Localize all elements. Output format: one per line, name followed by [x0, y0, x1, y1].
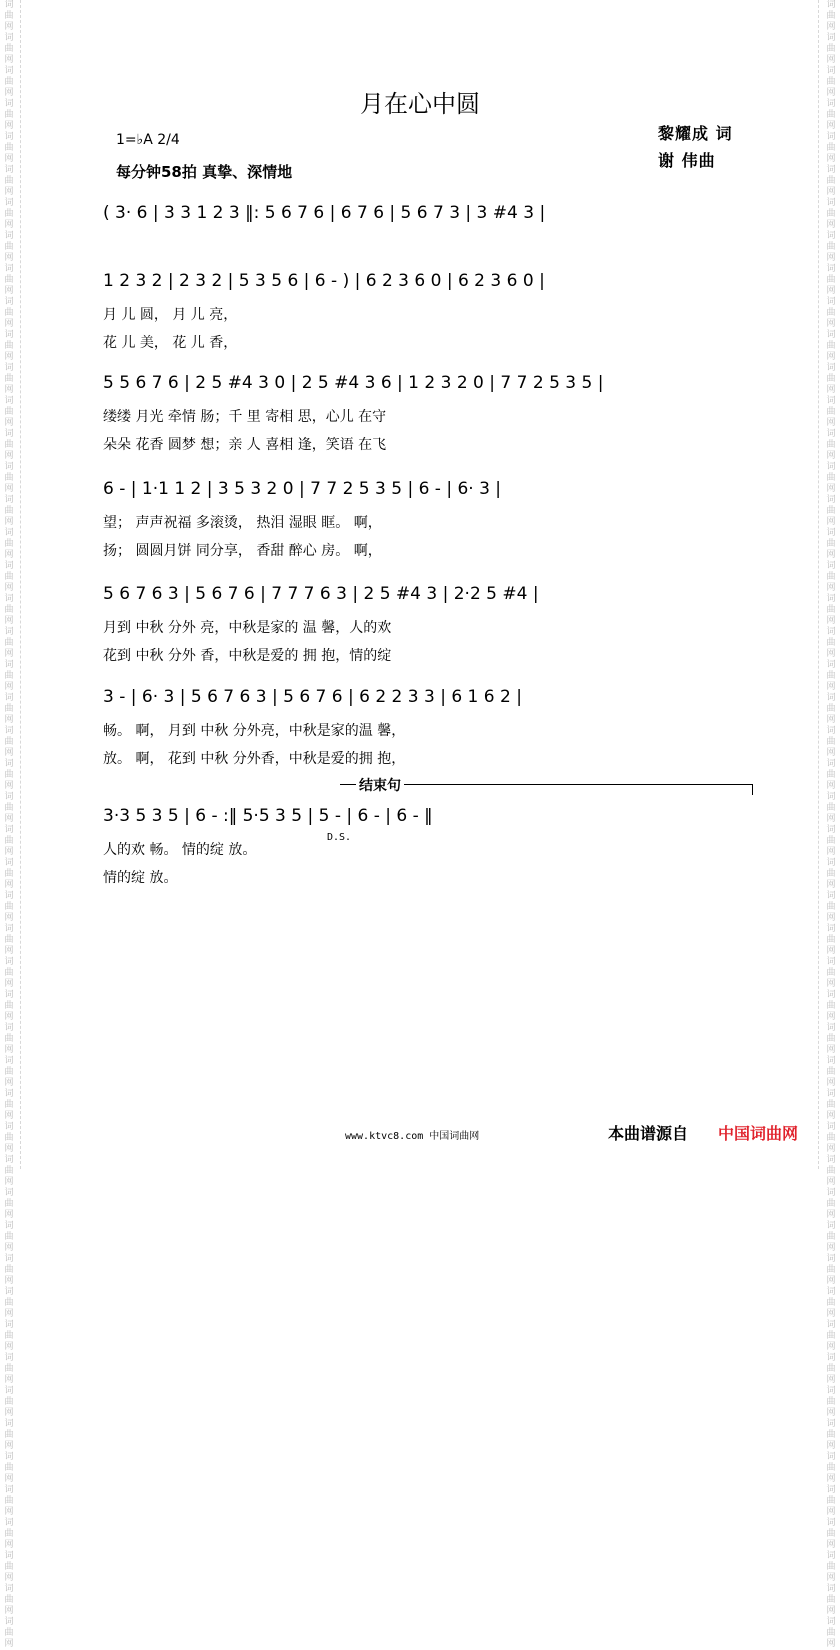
lyric-line: 朵朵 花香 圆梦 想；亲 人 喜相 逢，笑语 在飞 [103, 437, 387, 453]
notation-line: 6 - | 1·1 1 2 | 3 5 3 2 0 | 7 7 2 5 3 5 | 6 - | 6· 3 | [103, 479, 502, 499]
right-margin-line [818, 0, 819, 1169]
notation-line: 3·3 5 3 5 | 6 - :‖ 5·5 3 5 | 5 - | 6 - | 6 - ‖ [103, 806, 433, 826]
left-margin-line [20, 0, 21, 1169]
lyric-line: 月 儿 圆， 月 儿 亮， [103, 307, 238, 323]
footer-url[interactable]: www.ktvc8.com 中国词曲网 [345, 1131, 480, 1142]
notation-line: 5 5 6 7 6 | 2 5 #4 3 0 | 2 5 #4 3 6 | 1 2 3 2 0 | 7 7 2 5 3 5 | [103, 373, 604, 393]
notation-line: 5 6 7 6 3 | 5 6 7 6 | 7 7 7 6 3 | 2 5 #4 3 | 2·2 5 #4 | [103, 584, 539, 604]
footer-source: 本曲谱源自 [608, 1124, 689, 1143]
notation-line: 3 - | 6· 3 | 5 6 7 6 3 | 5 6 7 6 | 6 2 2 3 3 | 6 1 6 2 | [103, 687, 522, 707]
footer-brand-logo[interactable]: 中国词曲网 [718, 1124, 799, 1143]
lyric-line: 缕缕 月光 牵情 肠；千 里 寄相 思，心儿 在守 [103, 409, 387, 425]
watermark-left: 词曲网词曲网词曲网词曲网词曲网词曲网词曲网词曲网词曲网词曲网词曲网词曲网词曲网词曲网词曲网词曲网词曲网词曲网词曲网词曲网词曲网词曲网词曲网词曲网词曲网词曲网词曲网词曲网词曲网词曲网词曲网词曲网词曲网词曲网词曲网词曲网词曲网词曲网词曲网词曲网词曲网词曲网词曲网词曲网词曲网词曲网词曲网词曲网词曲网词曲网 [4, 0, 14, 1649]
watermark-right: 词曲网词曲网词曲网词曲网词曲网词曲网词曲网词曲网词曲网词曲网词曲网词曲网词曲网词曲网词曲网词曲网词曲网词曲网词曲网词曲网词曲网词曲网词曲网词曲网词曲网词曲网词曲网词曲网词曲网词曲网词曲网词曲网词曲网词曲网词曲网词曲网词曲网词曲网词曲网词曲网词曲网词曲网词曲网词曲网词曲网词曲网词曲网词曲网词曲网词曲网 [826, 0, 836, 1649]
lyric-line: 情的绽 放。 [103, 870, 178, 886]
lyric-line: 花 儿 美， 花 儿 香， [103, 335, 238, 351]
tempo-marking: 每分钟58拍 真挚、深情地 [116, 163, 293, 181]
ds-marking: D.S. [327, 832, 352, 843]
composer-credit: 谢 伟曲 [658, 151, 716, 170]
lyricist-credit: 黎耀成 词 [658, 124, 733, 143]
lyric-line: 花到 中秋 分外 香，中秋是爱的 拥 抱，情的绽 [103, 648, 392, 664]
lyric-line: 人的欢 畅。 情的绽 放。 [103, 842, 257, 858]
lyric-line: 望； 声声祝福 多滚烫， 热泪 湿眼 眶。 啊， [103, 515, 382, 531]
song-title: 月在心中圆 [360, 90, 480, 118]
notation-line: 1 2 3 2 | 2 3 2 | 5 3 5 6 | 6 - ) | 6 2 3 6 0 | 6 2 3 6 0 | [103, 271, 545, 291]
notation-line: ( 3· 6 | 3 3 1 2 3 ‖: 5 6 7 6 | 6 7 6 | 5 6 7 3 | 3 #4 3 | [103, 203, 546, 223]
lyric-line: 放。 啊， 花到 中秋 分外香，中秋是爱的拥 抱， [103, 751, 406, 767]
score-row-1 [103, 203, 753, 243]
lyric-line: 畅。 啊， 月到 中秋 分外亮，中秋是家的温 馨， [103, 723, 406, 739]
lyric-line: 月到 中秋 分外 亮，中秋是家的 温 馨，人的欢 [103, 620, 392, 636]
ending-label: 结束句 [356, 775, 404, 795]
key-signature: 1=♭A 2/4 [116, 132, 180, 148]
lyric-line: 扬； 圆圆月饼 同分享， 香甜 醉心 房。 啊， [103, 543, 382, 559]
